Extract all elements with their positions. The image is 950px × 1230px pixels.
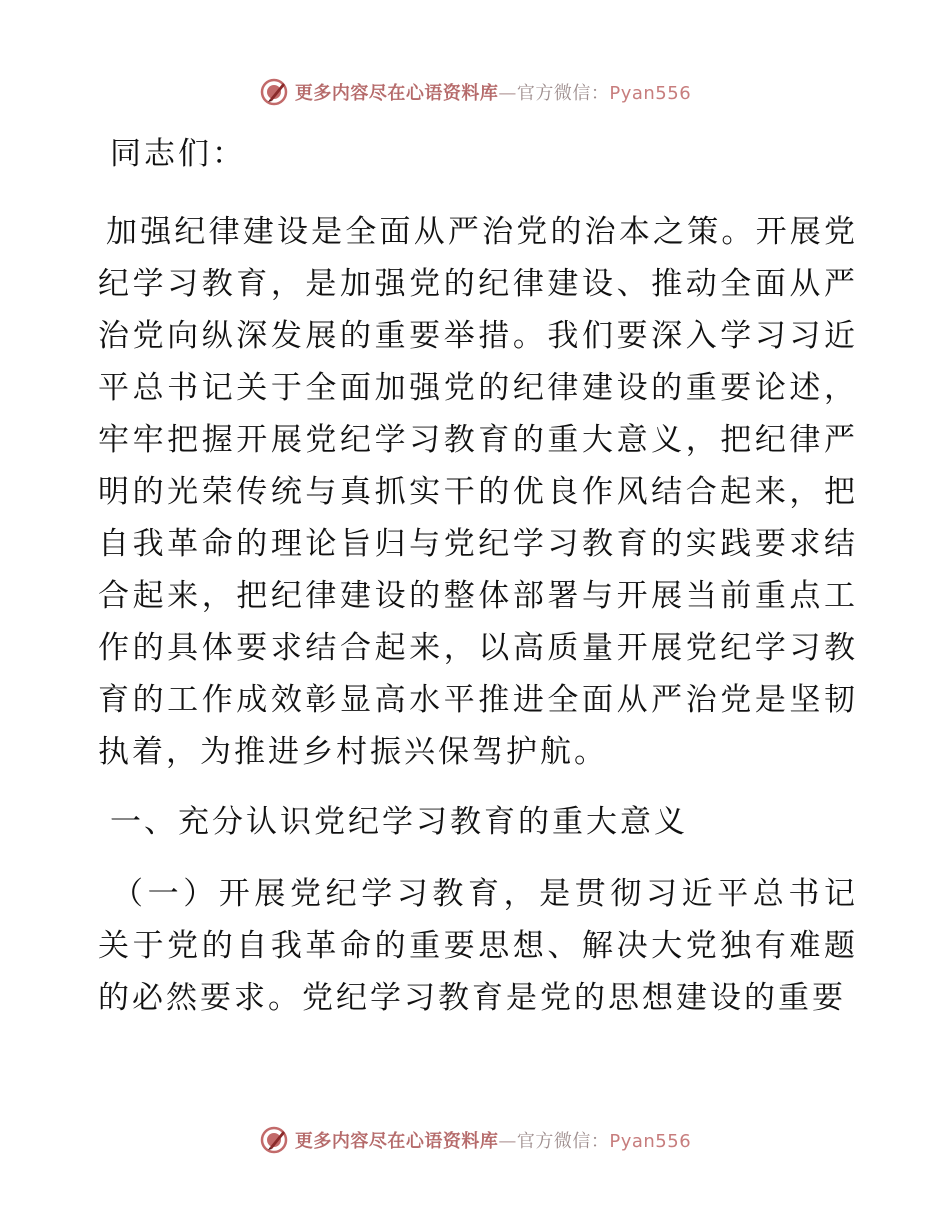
pen-logo-icon	[259, 1125, 289, 1155]
watermark-text	[295, 79, 691, 105]
watermark-separator: —	[498, 83, 517, 104]
footer-watermark	[0, 1120, 950, 1160]
subsection-paragraph: （一）开展党纪学习教育，是贯彻习近平总书记关于党的自我革命的重要思想、解决大党独有难题的必然要求。党纪学习教育是党的思想建设的重要	[98, 876, 858, 1016]
document-body	[98, 120, 858, 1024]
section-heading: 一、充分认识党纪学习教育的重大意义	[110, 804, 688, 840]
pen-logo-icon	[259, 77, 289, 107]
watermark-label: 官方微信：	[516, 83, 610, 104]
watermark-brand: 更多内容尽在心语资料库	[294, 83, 499, 104]
intro-paragraph: 加强纪律建设是全面从严治党的治本之策。开展党纪学习教育，是加强党的纪律建设、推动全面从严治党向纵深发展的重要举措。我们要深入学习习近平总书记关于全面加强党的纪律建设的重要论述，牢牢把握开展党纪学习教育的重大意义，把纪律严明的光荣传统与真抓实干的优良作风结合起来，把自我革命的理论旨归与党纪学习教育的实践要求结合起来，把纪律建设的整体部署与开展当前重点工作的具体要求结合起来，以高质量开展党纪学习教育的工作成效彰显高水平推进全面从严治党是坚韧执着，为推进乡村振兴保驾护航。	[98, 214, 858, 770]
watermark-account: Pyan556	[609, 83, 692, 104]
watermark-text	[295, 1127, 691, 1153]
salutation: 同志们：	[110, 136, 246, 172]
header-watermark	[0, 72, 950, 112]
watermark-separator: —	[498, 1131, 517, 1152]
watermark-account: Pyan556	[609, 1131, 692, 1152]
watermark-brand: 更多内容尽在心语资料库	[294, 1131, 499, 1152]
watermark-label: 官方微信：	[516, 1131, 610, 1152]
